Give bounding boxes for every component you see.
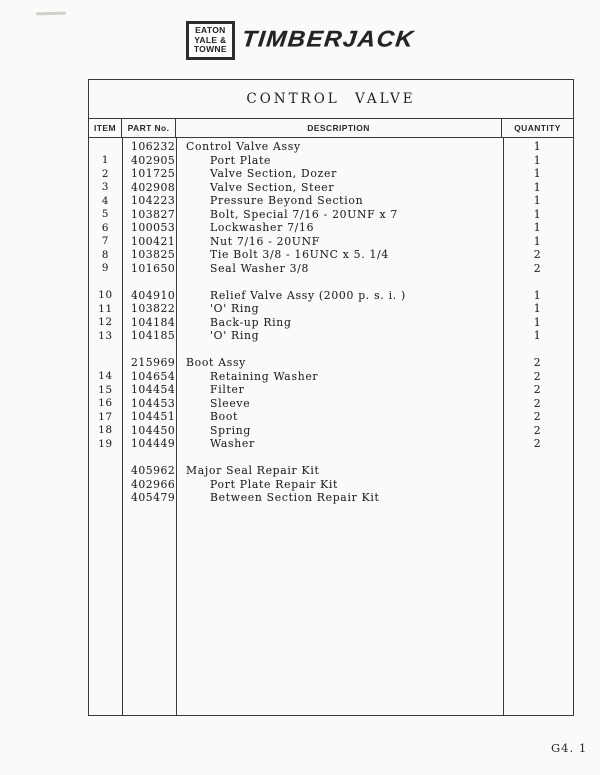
table-body bbox=[89, 138, 573, 715]
timberjack-logotype: TIMBERJACK bbox=[240, 26, 416, 53]
cell-item: 4 bbox=[101, 194, 110, 207]
cell-part: 101725 bbox=[131, 167, 176, 181]
table-row bbox=[89, 316, 573, 330]
cell-part: 103825 bbox=[131, 248, 176, 262]
cell-qty: 2 bbox=[533, 437, 542, 451]
cell-desc: Control Valve Assy bbox=[186, 140, 301, 154]
table-row bbox=[89, 491, 573, 505]
table-row bbox=[89, 383, 573, 397]
table-row bbox=[89, 181, 573, 195]
page-number: G4. 1 bbox=[551, 741, 588, 755]
eaton-yale-towne-badge bbox=[186, 21, 235, 60]
cell-part: 404910 bbox=[131, 288, 176, 302]
cell-desc: Washer bbox=[210, 437, 255, 451]
table-row bbox=[89, 154, 573, 168]
table-row bbox=[89, 275, 573, 289]
cell-part: 104654 bbox=[131, 369, 176, 383]
cell-desc: Nut 7/16 - 20UNF bbox=[210, 234, 320, 248]
cell-item: 3 bbox=[101, 181, 110, 194]
cell-qty: 1 bbox=[533, 140, 542, 154]
cell-desc: Pressure Beyond Section bbox=[210, 194, 364, 208]
cell-part: 106232 bbox=[131, 140, 176, 154]
table-row bbox=[89, 262, 573, 276]
table-row bbox=[89, 235, 573, 249]
header-item: ITEM bbox=[89, 119, 122, 137]
cell-part: 402966 bbox=[131, 477, 176, 491]
cell-qty: 1 bbox=[533, 167, 542, 181]
cell-part: 104185 bbox=[131, 329, 176, 343]
column-divider-part-desc bbox=[176, 138, 177, 715]
cell-qty: 1 bbox=[533, 153, 542, 167]
table-row bbox=[89, 370, 573, 384]
cell-part: 104450 bbox=[131, 423, 176, 437]
table-row bbox=[89, 329, 573, 343]
table-header-row bbox=[89, 119, 573, 138]
table-row bbox=[89, 397, 573, 411]
table-row bbox=[89, 302, 573, 316]
cell-part: 104223 bbox=[131, 194, 176, 208]
cell-item: 12 bbox=[98, 316, 113, 329]
cell-desc: Sleeve bbox=[210, 396, 251, 410]
cell-qty: 2 bbox=[533, 410, 542, 424]
cell-item: 6 bbox=[101, 221, 110, 234]
cell-item: 8 bbox=[101, 248, 110, 261]
cell-part: 402905 bbox=[131, 153, 176, 167]
table-row bbox=[89, 451, 573, 465]
cell-desc: Seal Washer 3/8 bbox=[210, 261, 310, 275]
cell-desc: Bolt, Special 7/16 - 20UNF x 7 bbox=[210, 207, 398, 221]
cell-item: 10 bbox=[98, 289, 113, 302]
header-description: DESCRIPTION bbox=[176, 119, 502, 137]
column-divider-desc-qty bbox=[503, 138, 504, 715]
cell-part: 104184 bbox=[131, 315, 176, 329]
cell-qty: 2 bbox=[533, 369, 542, 383]
cell-item: 9 bbox=[101, 262, 110, 275]
cell-desc: Back-up Ring bbox=[210, 315, 292, 329]
cell-part: 104451 bbox=[131, 410, 176, 424]
parts-table bbox=[88, 79, 574, 716]
cell-qty: 1 bbox=[533, 207, 542, 221]
cell-desc: Between Section Repair Kit bbox=[210, 491, 380, 505]
table-row bbox=[89, 437, 573, 451]
cell-item: 7 bbox=[101, 235, 110, 248]
cell-desc: Boot Assy bbox=[186, 356, 246, 370]
cell-desc: Lockwasher 7/16 bbox=[210, 221, 315, 235]
cell-part: 103822 bbox=[131, 302, 176, 316]
badge-line-1: EATON bbox=[195, 25, 226, 35]
cell-part: 104453 bbox=[131, 396, 176, 410]
cell-desc: Boot bbox=[210, 410, 239, 424]
cell-qty: 2 bbox=[533, 396, 542, 410]
cell-qty: 2 bbox=[533, 261, 542, 275]
cell-item: 15 bbox=[98, 383, 113, 396]
table-row bbox=[89, 167, 573, 181]
cell-desc: Port Plate Repair Kit bbox=[210, 477, 339, 491]
cell-qty: 1 bbox=[533, 329, 542, 343]
table-row bbox=[89, 194, 573, 208]
cell-qty: 1 bbox=[533, 221, 542, 235]
column-divider-item-part bbox=[122, 138, 123, 715]
cell-item: 19 bbox=[98, 437, 113, 450]
cell-qty: 2 bbox=[533, 383, 542, 397]
table-row bbox=[89, 343, 573, 357]
cell-part: 215969 bbox=[131, 356, 176, 370]
cell-qty: 2 bbox=[533, 423, 542, 437]
cell-item: 5 bbox=[101, 208, 110, 221]
table-row bbox=[89, 356, 573, 370]
table-row bbox=[89, 208, 573, 222]
cell-qty: 1 bbox=[533, 234, 542, 248]
cell-qty: 1 bbox=[533, 194, 542, 208]
cell-part: 101650 bbox=[131, 261, 176, 275]
cell-qty: 2 bbox=[533, 356, 542, 370]
cell-desc: Valve Section, Dozer bbox=[210, 167, 337, 181]
header-part-no: PART No. bbox=[122, 119, 176, 137]
table-row bbox=[89, 140, 573, 154]
cell-part: 405962 bbox=[131, 464, 176, 478]
cell-item: 11 bbox=[98, 302, 113, 315]
cell-part: 103827 bbox=[131, 207, 176, 221]
cell-qty: 2 bbox=[533, 248, 542, 262]
cell-part: 100053 bbox=[131, 221, 176, 235]
cell-desc: Valve Section, Steer bbox=[210, 180, 335, 194]
cell-desc: 'O' Ring bbox=[210, 302, 260, 316]
table-row bbox=[89, 464, 573, 478]
table-row bbox=[89, 410, 573, 424]
cell-item: 17 bbox=[98, 410, 113, 423]
cell-desc: Relief Valve Assy (2000 p. s. i. ) bbox=[210, 288, 406, 302]
cell-desc: Filter bbox=[210, 383, 245, 397]
table-row bbox=[89, 478, 573, 492]
cell-item: 14 bbox=[98, 370, 113, 383]
cell-item: 13 bbox=[98, 329, 113, 342]
cell-item: 1 bbox=[101, 154, 110, 167]
cell-item: 16 bbox=[98, 397, 113, 410]
cell-item: 2 bbox=[101, 167, 110, 180]
cell-desc: Port Plate bbox=[210, 153, 272, 167]
brand-header bbox=[0, 21, 600, 60]
cell-part: 405479 bbox=[131, 491, 176, 505]
cell-desc: Spring bbox=[210, 423, 251, 437]
cell-qty: 1 bbox=[533, 315, 542, 329]
cell-desc: 'O' Ring bbox=[210, 329, 260, 343]
table-row bbox=[89, 248, 573, 262]
table-row bbox=[89, 289, 573, 303]
cell-qty: 1 bbox=[533, 302, 542, 316]
badge-line-3: TOWNE bbox=[193, 44, 227, 54]
cell-desc: Major Seal Repair Kit bbox=[186, 464, 320, 478]
cell-qty: 1 bbox=[533, 180, 542, 194]
cell-part: 100421 bbox=[131, 234, 176, 248]
cell-item: 18 bbox=[98, 424, 113, 437]
badge-line-2: YALE & bbox=[194, 34, 227, 45]
table-title: CONTROL VALVE bbox=[89, 80, 573, 119]
table-row bbox=[89, 221, 573, 235]
cell-desc: Tie Bolt 3/8 - 16UNC x 5. 1/4 bbox=[210, 248, 389, 262]
table-row bbox=[89, 424, 573, 438]
cell-part: 402908 bbox=[131, 180, 176, 194]
cell-desc: Retaining Washer bbox=[210, 369, 319, 383]
cell-part: 104449 bbox=[131, 437, 176, 451]
header-quantity: QUANTITY bbox=[514, 123, 561, 133]
cell-qty: 1 bbox=[533, 288, 542, 302]
cell-part: 104454 bbox=[131, 383, 176, 397]
scan-smudge-mark bbox=[36, 12, 66, 16]
